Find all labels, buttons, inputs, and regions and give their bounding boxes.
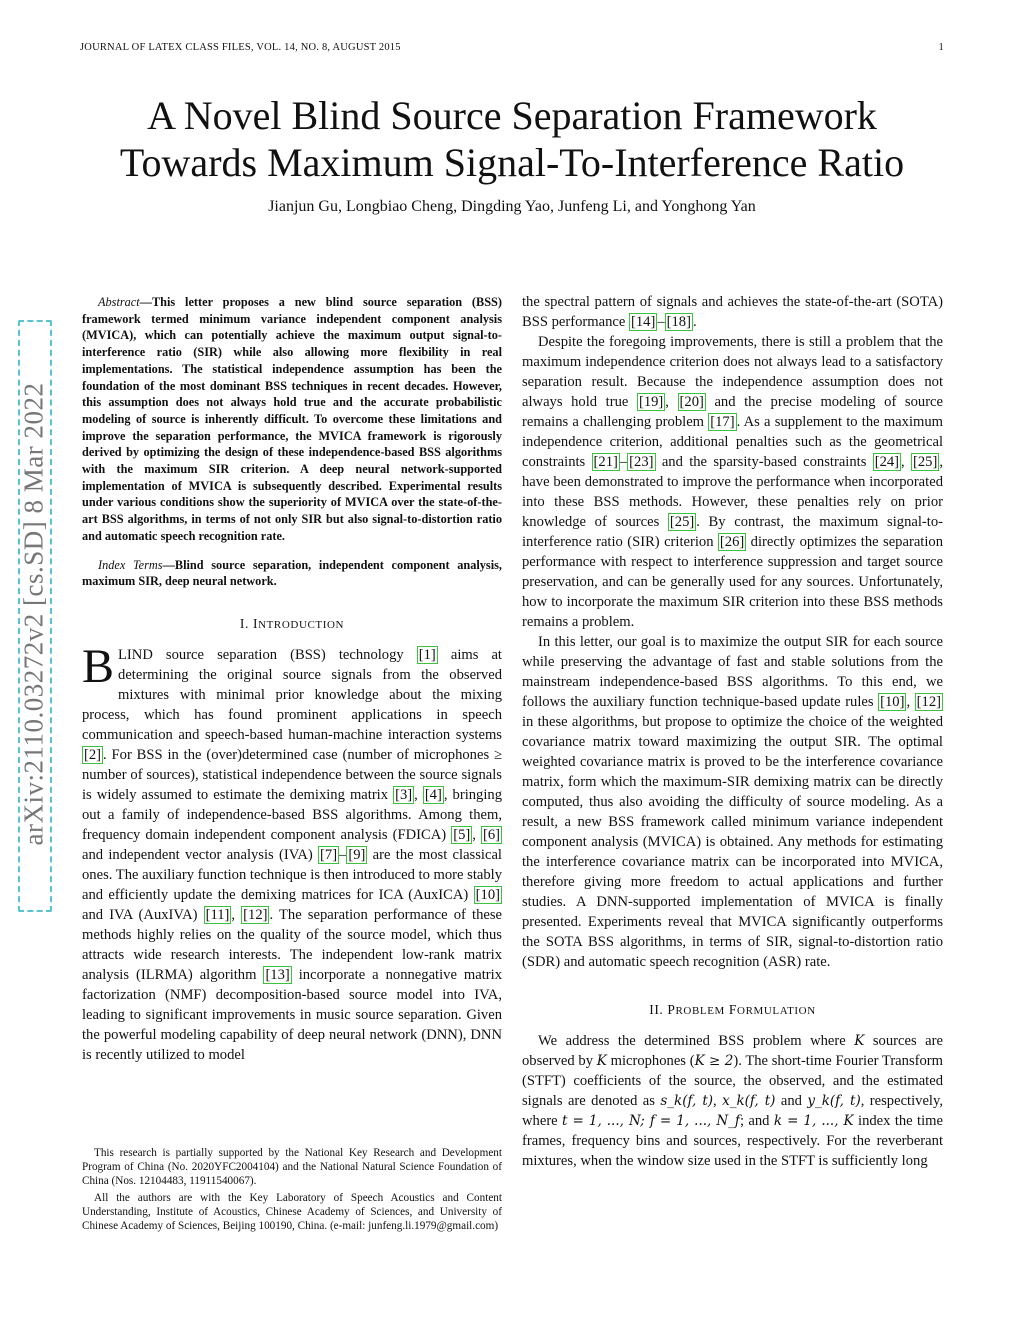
section-title-rest: ORMULATION (737, 1005, 816, 1017)
text-run: , (665, 394, 678, 410)
section-heading-problem-formulation (522, 1000, 943, 1021)
citation-link[interactable]: [25] (913, 454, 938, 470)
math-symbol: K (596, 1053, 607, 1069)
text-run: ). The short-time Fourier Transform (STFT) coefficients of the source, the observed, and the estimated signals are denoted as (522, 1053, 943, 1109)
left-column (82, 294, 502, 1065)
footnote-funding: This research is partially supported by the National Key Research and Development Program of China (No. 2020YFC2004104) and the National Natural Science Foundation of China (Nos. 12104483, 11911540067). (82, 1147, 502, 1188)
text-run: , (901, 454, 912, 470)
text-run: incorporate a nonnegative matrix factorization (NMF) decomposition-based source model into IVA, leading to significant improvements in music source separation. Given the powerful modeling capability of deep neural network (DNN), DNN is recently utilized to model (82, 966, 503, 1063)
citation-link[interactable]: [13] (265, 966, 290, 983)
text-run: In this letter, our goal is to maximize the output SIR for each source while preserving the advantage of fast and stable solutions from the mainstream independence-based BSS algorithms. To this end, we follows the auxiliary function technique-based update rules (522, 634, 943, 710)
citation-link[interactable]: [10] (475, 886, 500, 903)
citation-link[interactable]: [3] (395, 786, 413, 803)
citation-link[interactable]: [23] (629, 454, 654, 470)
abstract (82, 294, 502, 545)
text-run: – (339, 846, 347, 863)
text-run: directly optimizes the separation performance with respect to interference suppression and target source preservation, and can be generally used for any sources. Unfortunately, how to incorporate the maximum SIR criterion into these BSS methods remains a problem. (522, 534, 943, 630)
section-initial: I (252, 615, 259, 631)
right-column (522, 292, 943, 1171)
text-run: , respectively, where (522, 1093, 943, 1129)
citation-link[interactable]: [21] (593, 454, 618, 470)
text-run: – (619, 454, 628, 470)
abstract-text: —This letter proposes a new blind source separation (BSS) framework termed minimum variance independent component analysis (MVICA), which can potentially achieve the maximum output signal-to-interference ratio (SIR) while also allowing more flexibility in real implementations. The statistical independence assumption has been the foundation of the most dominant BSS techniques in recent decades. However, this assumption does not always hold true and the accurate probabilistic modeling of source is inherently difficult. To overcome these limitations and improve the separation performance, the MVICA framework is rigorously derived by optimizing the design of these independence-based BSS algorithms with the maximum SIR criterion. A deep neural network-supported implementation of MVICA is subsequently described. Experimental results under various conditions show the superiority of MVICA over the state-of-the-art BSS algorithms, in terms of not only SIR but also signal-to-distortion ratio and automatic speech recognition rate. (82, 295, 502, 543)
citation-link[interactable]: [17] (710, 414, 735, 430)
text-run: LIND source separation (BSS) technology (118, 646, 417, 663)
journal-name: JOURNAL OF LATEX CLASS FILES, VOL. 14, NO. 8, AUGUST 2015 (80, 42, 401, 53)
math-expression: x_k(f, t) (722, 1093, 776, 1109)
drop-cap: B (82, 639, 115, 693)
paragraph-goal (522, 632, 943, 972)
text-run: , (713, 1093, 723, 1109)
citation-link[interactable]: [9] (348, 846, 366, 863)
citation-link[interactable]: [6] (482, 826, 500, 843)
arxiv-identifier: arXiv:2110.03272v2 [cs.SD] 8 Mar 2022 (18, 382, 49, 846)
text-run: , (231, 906, 242, 923)
citation-link[interactable]: [11] (205, 906, 230, 923)
citation-link[interactable]: [2] (84, 746, 102, 763)
citation-link[interactable]: [19] (638, 394, 664, 410)
paper-title (80, 92, 944, 186)
math-expression: k = 1, ..., K (773, 1113, 854, 1129)
text-run: . For BSS in the (over)determined case (number of microphones ≥ number of sources), statistical independence between the source signals is widely assumed to estimate the demixing matrix (82, 746, 502, 803)
citation-link[interactable]: [24] (874, 454, 900, 470)
text-run: , (414, 786, 423, 803)
abstract-label: Abstract (98, 295, 140, 309)
math-expression: y_k(f, t) (807, 1093, 861, 1109)
text-run: sources are observed by (522, 1033, 943, 1069)
text-run: index the time frames, frequency bins and sources, respectively. For the reverberant mixtures, when the window size used in the STFT is sufficiently long (522, 1113, 943, 1169)
section-title-rest: NTRODUCTION (258, 618, 345, 631)
section-number: II. (649, 1002, 664, 1017)
text-run: microphones ( (606, 1053, 695, 1069)
text-run: and IVA (AuxIVA) (82, 906, 204, 923)
text-run: , (906, 694, 915, 710)
text-run: are the most classical ones. The auxiliary function technique is then introduced to more stably and efficiently update the demixing matrices for ICA (AuxICA) (82, 846, 503, 903)
math-symbol: K (854, 1033, 865, 1049)
text-run: . The separation performance of these methods highly relies on the quality of the source model, which thus attracts wide research interests. The independent low-rank matrix analysis (ILRMA) algorithm (82, 906, 502, 983)
index-terms-text: —Blind source separation, independent component analysis, maximum SIR, deep neural network. (82, 557, 502, 589)
text-run: , bringing out a family of independence-based BSS algorithms. Among them, frequency domain independent component analysis (FDICA) (82, 786, 502, 843)
text-run: . By contrast, the maximum signal-to-interference ratio (SIR) criterion (522, 514, 943, 550)
paragraph-formulation (522, 1031, 943, 1171)
text-run: and the precise modeling of source remains a challenging problem (522, 394, 944, 430)
text-run: ; and (739, 1113, 774, 1129)
citation-link[interactable]: [26] (719, 534, 745, 550)
text-run: and (775, 1093, 808, 1109)
text-run: – (657, 314, 665, 330)
citation-link[interactable]: [10] (880, 694, 905, 710)
page-number: 1 (938, 42, 944, 53)
running-head (80, 42, 944, 60)
citation-link[interactable]: [12] (243, 906, 268, 923)
math-expression: K ≥ 2 (694, 1053, 734, 1069)
math-expression: t = 1, ..., N; f = 1, ..., N_f (562, 1113, 740, 1129)
text-run: the spectral pattern of signals and achieves the state-of-the-art (SOTA) BSS performance (522, 294, 943, 330)
text-run: in these algorithms, but propose to optimize the choice of the weighted covariance matrix toward maximizing the output SIR. The optimal weighted covariance matrix is proved to be the interference covariance matrix, form which the maximum-SIR demixing matrix can be directly computed, thus also avoiding the difficulty of source modeling. As a result, a new BSS framework called minimum variance independent component analysis (MVICA) is obtained. Any methods for estimating the interference covariance matrix can be incorporated into MVICA, therefore giving more freedom to actual applications and further studies. A DNN-supported implementation of MVICA is finally presented. Experiments reveal that MVICA significantly outperforms the SOTA BSS algorithms, in terms of SIR, signal-to-distortion ratio (SDR) and automatic speech recognition (ASR) rate. (522, 714, 943, 970)
citation-link[interactable]: [5] (453, 826, 471, 843)
text-run: , (472, 826, 481, 843)
citation-link[interactable]: [25] (669, 514, 695, 530)
text-run: and independent vector analysis (IVA) (82, 846, 319, 863)
citation-link[interactable]: [20] (679, 394, 704, 410)
section-title-rest: ROBLEM (675, 1005, 725, 1017)
index-terms-label: Index Terms (98, 557, 163, 572)
section-heading-introduction (82, 614, 502, 635)
citation-link[interactable]: [4] (424, 786, 442, 803)
continued-paragraph (522, 292, 943, 332)
intro-paragraph (82, 639, 503, 1065)
text-run: , have been demonstrated to improve the performance when incorporated into these BSS methods. However, these penalties rely on prior knowledge of sources (522, 454, 943, 530)
text-run: . As a supplement to the maximum independence criterion, additional penalties such as the geometrical constraints (522, 414, 944, 470)
arxiv-stamp[interactable] (14, 320, 54, 910)
title-line-2: Towards Maximum Signal-To-Interference Ratio (119, 140, 905, 185)
citation-link[interactable]: [18] (666, 314, 691, 330)
citation-link[interactable]: [7] (320, 846, 338, 863)
index-terms (82, 557, 502, 590)
section-initial: P (667, 1002, 676, 1017)
title-line-1: A Novel Blind Source Separation Framework (147, 93, 877, 138)
section-initial: F (728, 1002, 738, 1017)
section-number: I. (239, 615, 249, 631)
author-list: Jianjun Gu, Longbiao Cheng, Dingding Yao, Junfeng Li, and Yonghong Yan (268, 198, 756, 215)
footnote-affiliation: All the authors are with the Key Laboratory of Speech Acoustics and Content Understanding, Institute of Acoustics, Chinese Academy of Sciences, and University of Chinese Academy of Sciences, Beijing 100190, China. (e-mail: junfeng.li.1979@gmail.com) (82, 1192, 502, 1233)
citation-link[interactable]: [1] (418, 646, 436, 663)
text-run: We address the determined BSS problem where (538, 1033, 855, 1049)
text-run: and the sparsity-based constraints (655, 454, 873, 470)
text-run: aims at determining the original source signals from the observed mixtures with minimal prior knowledge about the mixing process, which has found prominent applications in speech communication and speech-based human-machine interaction systems (82, 646, 502, 743)
math-expression: s_k(f, t) (660, 1093, 714, 1109)
citation-link[interactable]: [12] (916, 694, 941, 710)
paragraph-problem (522, 332, 943, 632)
text-run: . (692, 314, 697, 330)
text-run: Despite the foregoing improvements, there is still a problem that the maximum independence criterion does not always lead to a satisfactory separation result. Because the independence assumption does not always hold true (522, 334, 943, 410)
citation-link[interactable]: [14] (631, 314, 656, 330)
